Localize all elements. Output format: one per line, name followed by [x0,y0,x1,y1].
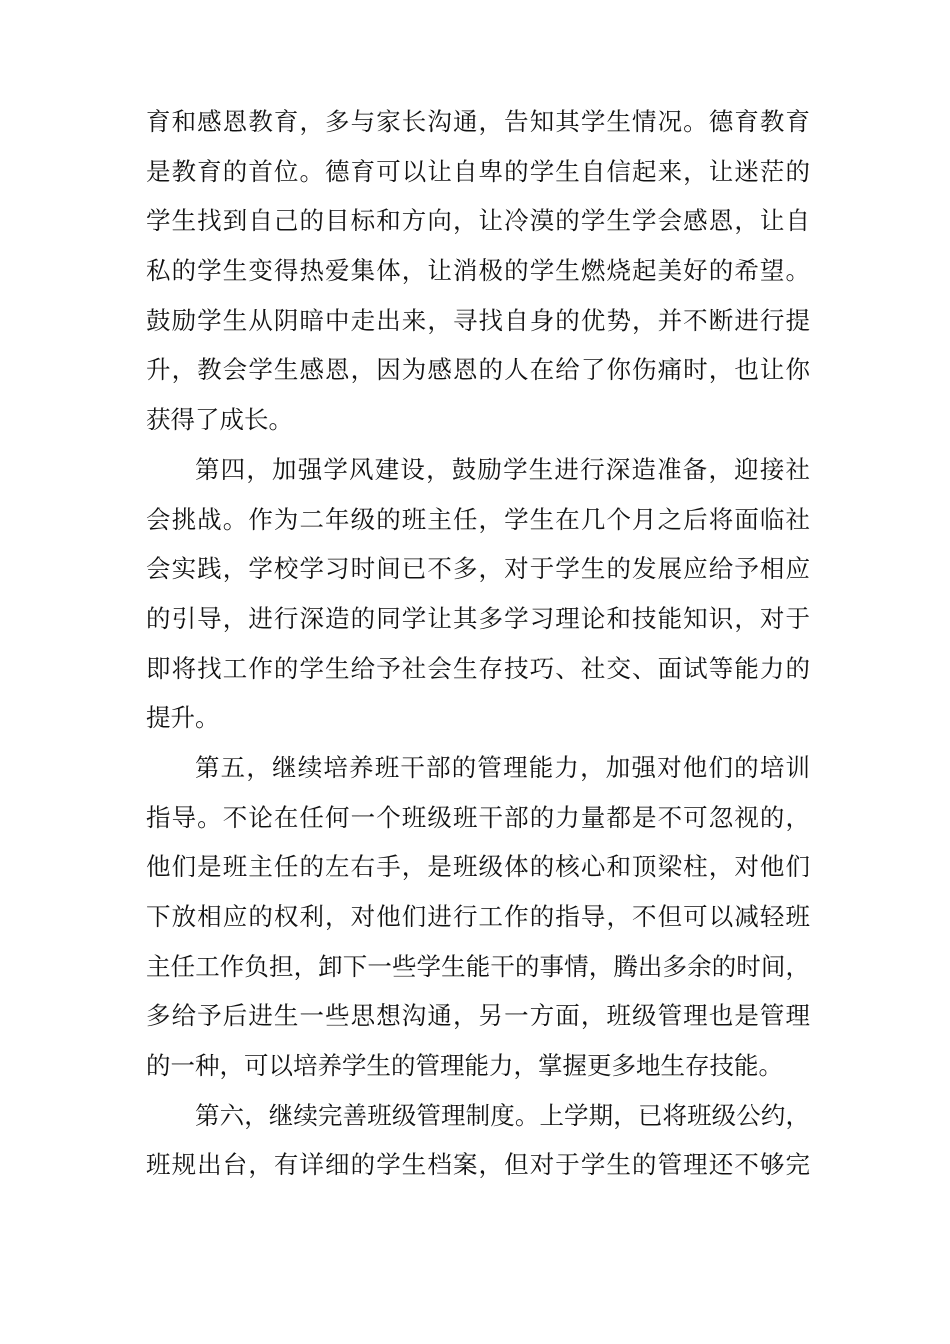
text-line: 是教育的首位。德育可以让自卑的学生自信起来，让迷茫的 [146,156,810,186]
paragraph-first-line: 第四，加强学风建设，鼓励学生进行深造准备，迎接社 [195,454,810,484]
text-line: 他们是班主任的左右手，是班级体的核心和顶梁柱，对他们 [146,852,810,882]
text-line: 升，教会学生感恩，因为感恩的人在给了你伤痛时，也让你 [146,355,810,385]
text-line: 主任工作负担，卸下一些学生能干的事情，腾出多余的时间， [146,951,810,981]
text-line: 获得了成长。 [146,405,293,435]
text-line: 下放相应的权利，对他们进行工作的指导，不但可以减轻班 [146,902,810,931]
text-line: 的引导，进行深造的同学让其多学习理论和技能知识，对于 [146,603,810,633]
text-line: 的一种，可以培养学生的管理能力，掌握更多地生存技能。 [146,1051,783,1081]
paragraph-first-line: 第五，继续培养班干部的管理能力，加强对他们的培训 [195,752,810,782]
text-line: 私的学生变得热爱集体，让消极的学生燃烧起美好的希望。 [146,256,810,286]
text-line: 班规出台，有详细的学生档案，但对于学生的管理还不够完 [146,1150,810,1180]
text-line: 育和感恩教育，多与家长沟通，告知其学生情况。德育教育 [146,107,810,136]
text-line: 即将找工作的学生给予社会生存技巧、社交、面试等能力的 [146,653,810,683]
text-line: 会挑战。作为二年级的班主任，学生在几个月之后将面临社 [146,504,810,534]
text-line: 会实践，学校学习时间已不多，对于学生的发展应给予相应 [146,554,810,584]
paragraph-first-line: 第六，继续完善班级管理制度。上学期，已将班级公约， [195,1100,810,1130]
text-line: 学生找到自己的目标和方向，让冷漠的学生学会感恩，让自 [146,206,810,236]
text-line: 指导。不论在任何一个班级班干部的力量都是不可忽视的， [146,802,810,832]
text-line: 多给予后进生一些思想沟通，另一方面，班级管理也是管理 [146,1001,810,1031]
document-body [146,97,810,1190]
text-line: 提升。 [146,703,220,733]
text-line: 鼓励学生从阴暗中走出来，寻找自身的优势，并不断进行提 [146,305,810,335]
